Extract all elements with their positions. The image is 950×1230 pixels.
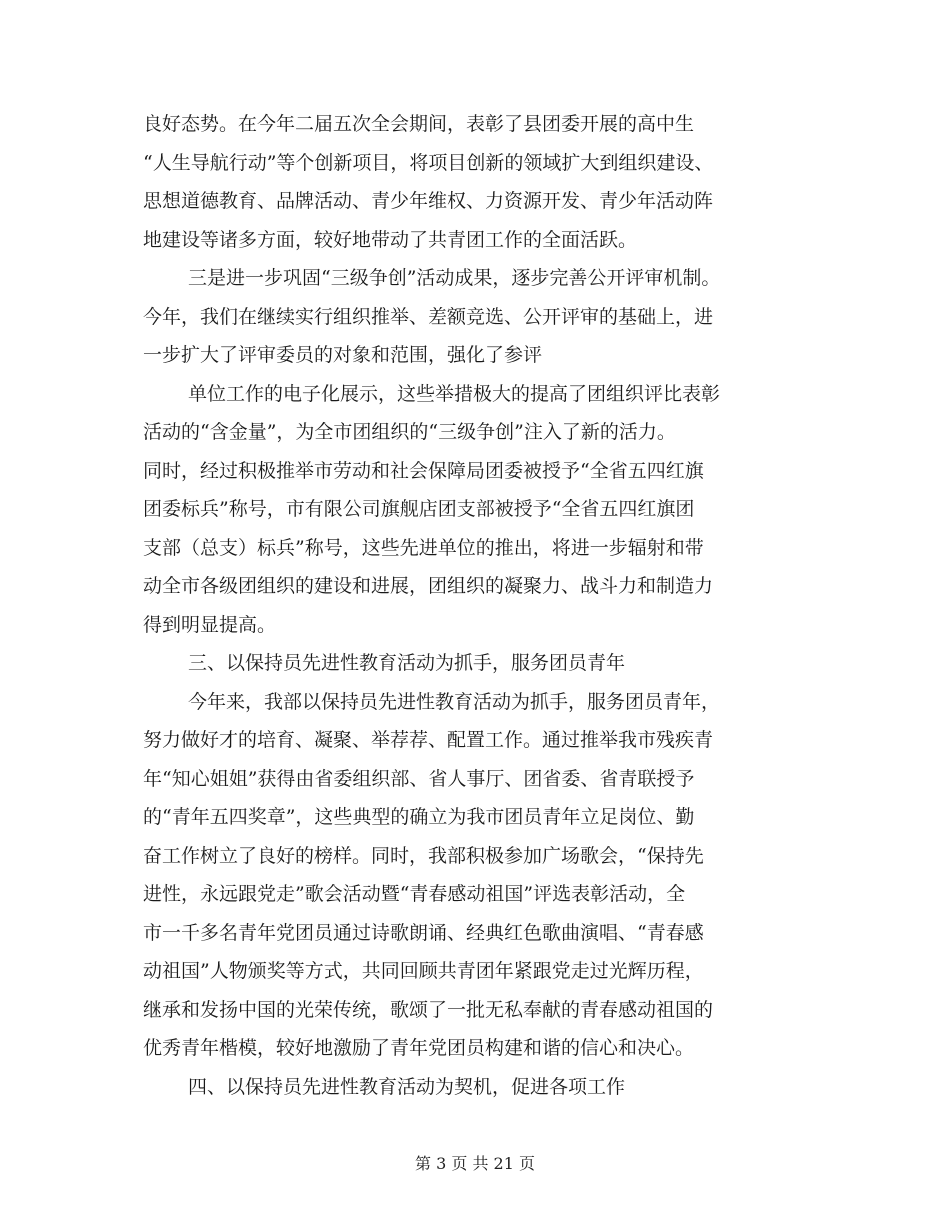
text-line: 单位工作的电子化展示，这些举措极大的提高了团组织评比表彰 (188, 382, 721, 405)
text-line: 今年，我们在继续实行组织推举、差额竞选、公开评审的基础上，进 (143, 305, 714, 328)
text-line: 得到明显提高。 (143, 613, 277, 636)
text-line: 动祖国”人物颁奖等方式，共同回顾共青团年紧跟党走过光辉历程， (143, 960, 704, 982)
text-line: 继承和发扬中国的光荣传统，歌颂了一批无私奉献的青春感动祖国的 (143, 998, 714, 1021)
text-line: 的“青年五四奖章”，这些典型的确立为我市团员青年立足岗位、勤 (143, 806, 695, 828)
text-line: “人生导航行动”等个创新项目，将项目创新的领域扩大到组织建设、 (143, 151, 714, 174)
page-number-label: 第 3 页 共 21 页 (415, 1154, 535, 1173)
text-line: 奋工作树立了良好的榜样。同时，我部积极参加广场歌会，“保持先 (143, 844, 704, 867)
text-line: 四、以保持员先进性教育活动为契机，促进各项工作 (188, 1075, 626, 1098)
text-line: 进性，永远跟党走”歌会活动暨“青春感动祖国”评选表彰活动，全 (143, 883, 686, 905)
text-line: 三是进一步巩固“三级争创”活动成果，逐步完善公开评审机制。 (188, 267, 721, 289)
text-line: 优秀青年楷模，较好地激励了青年党团员构建和谐的信心和决心。 (143, 1037, 695, 1059)
text-line: 良好态势。在今年二届五次全会期间，表彰了县团委开展的高中生 (143, 113, 695, 135)
text-line: 年“知心姐姐”获得由省委组织部、省人事厅、团省委、省青联授予 (143, 767, 695, 790)
text-line: 团委标兵”称号，市有限公司旗舰店团支部被授予“全省五四红旗团 (143, 498, 695, 520)
text-line: 地建设等诸多方面，较好地带动了共青团工作的全面活跃。 (143, 228, 638, 251)
page-footer (0, 1152, 950, 1176)
text-line: 思想道德教育、品牌活动、青少年维权、力资源开发、青少年活动阵 (143, 190, 714, 212)
text-line: 努力做好才的培育、凝聚、举荐荐、配置工作。通过推举我市残疾青 (143, 729, 714, 751)
text-line: 一步扩大了评审委员的对象和范围，强化了参评 (143, 344, 543, 366)
text-line: 支部（总支）标兵”称号，这些先进单位的推出，将进一步辐射和带 (143, 536, 704, 559)
text-line: 三、以保持员先进性教育活动为抓手，服务团员青年 (188, 652, 626, 674)
text-line: 市一千多名青年党团员通过诗歌朗诵、经典红色歌曲演唱、“青春感 (143, 921, 704, 944)
text-line: 动全市各级团组织的建设和进展，团组织的凝聚力、战斗力和制造力 (143, 575, 714, 597)
document-body (143, 105, 811, 1106)
text-line: 同时，经过积极推举市劳动和社会保障局团委被授予“全省五四红旗 (143, 459, 704, 482)
text-line: 活动的“含金量”，为全市团组织的“三级争创”注入了新的活力。 (143, 421, 676, 443)
text-line: 今年来，我部以保持员先进性教育活动为抓手，服务团员青年， (188, 690, 721, 713)
